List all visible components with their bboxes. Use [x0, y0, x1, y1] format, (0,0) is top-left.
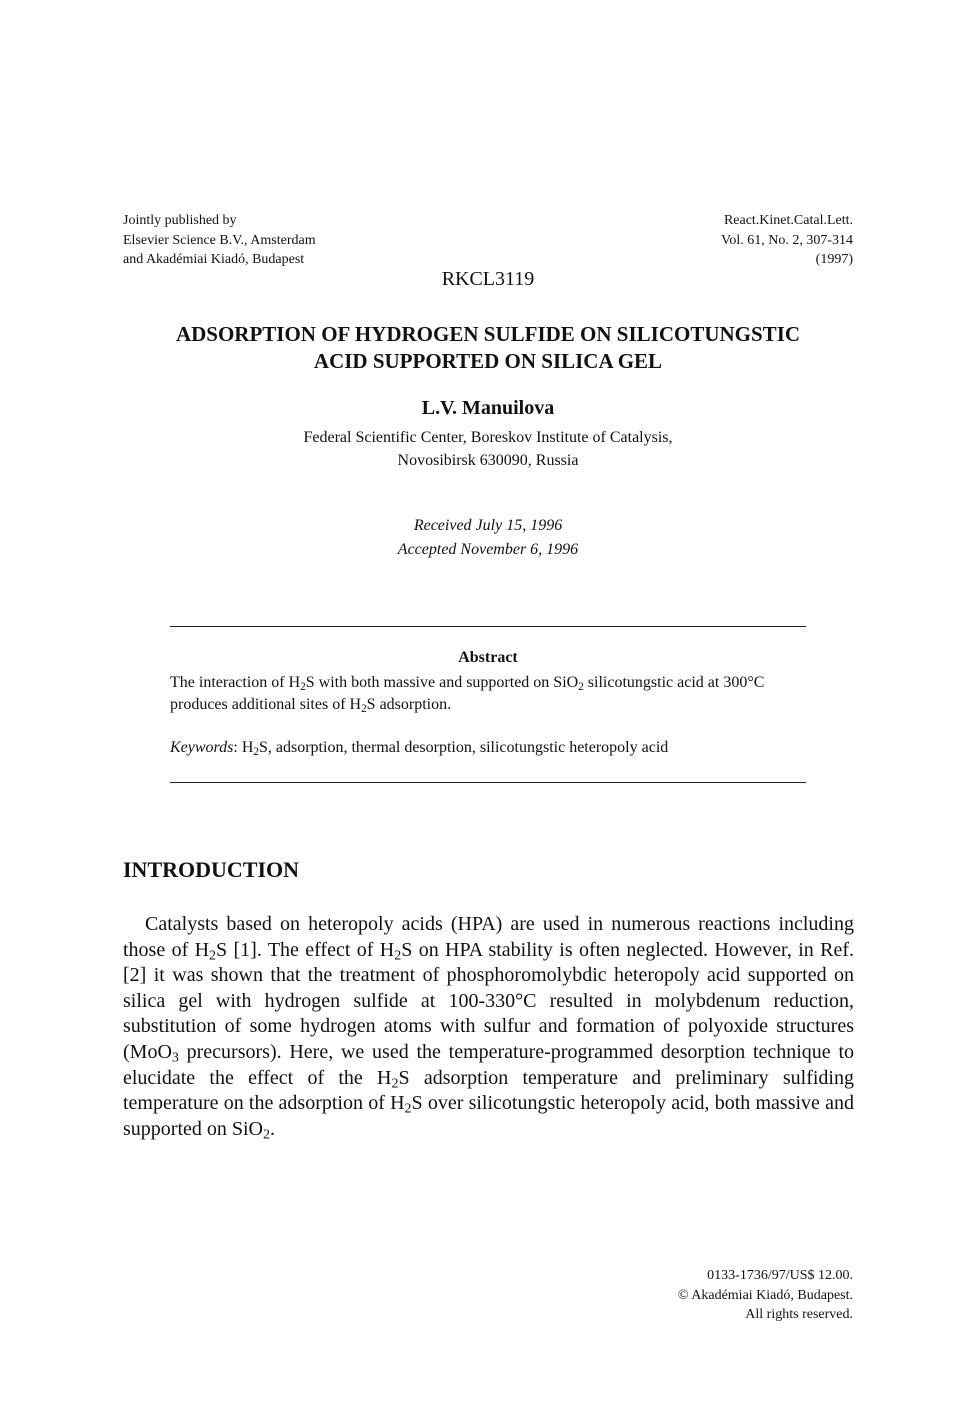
- copyright-line: © Akadémiai Kiadó, Budapest.: [677, 1287, 853, 1303]
- article-title: [0, 321, 976, 375]
- divider-bottom: [170, 782, 806, 783]
- copyright-line: 0133-1736/97/US$ 12.00.: [707, 1268, 853, 1283]
- dates: [0, 514, 976, 562]
- abstract-text: The interaction of $H_2S$ with both massive and supported on SiO$_2$ silicotungstic acid at 300°C produces additional sites of $H_2S$ adsorption.: [170, 674, 765, 715]
- publisher-line: Jointly published by: [123, 213, 237, 228]
- journal-line: React.Kinet.Catal.Lett.: [723, 213, 853, 228]
- abstract-heading: Abstract: [458, 649, 518, 666]
- author-name: L.V. Manuilova: [421, 397, 555, 419]
- publisher-info: [123, 211, 316, 270]
- affiliation: [0, 426, 976, 472]
- title-line: ACID SUPPORTED ON SILICA GEL: [313, 349, 663, 373]
- title-line: ADSORPTION OF HYDROGEN SULFIDE ON SILICOTUNGSTIC: [175, 322, 801, 346]
- introduction-paragraph: Catalysts based on heteropoly acids (HPA) are used in numerous reactions including those of $H_2S$ [1]. The effect of $H_2S$ on HPA stability is often neglected. However, in Ref. [2] it was shown that the treatment of phosphoromolybdic heteropoly acid supported on silica gel with hydrogen sulfide at 100-330°C resulted in molybdenum reduction, substitution of some hydrogen atoms with sulfur and formation of polyoxide structures (MoO$_3$ precursors). Here, we used the temperature-programmed desorption technique to elucidate the effect of the $H_2S$ adsorption temperature and preliminary sulfiding temperature on the adsorption of $H_2S$ over silicotungstic heteropoly acid, both massive and supported on SiO$_2$.: [123, 913, 854, 1143]
- keywords-label: Keywords: [170, 739, 234, 756]
- article-code: RKCL3119: [441, 268, 535, 290]
- publisher-line: and Akadémiai Kiadó, Budapest: [123, 252, 305, 267]
- received-date: Received July 15, 1996: [413, 517, 563, 534]
- affiliation-line: Novosibirsk 630090, Russia: [397, 452, 579, 469]
- publisher-line: Elsevier Science B.V., Amsterdam: [123, 232, 316, 248]
- journal-line: Vol. 61, No. 2, 307-314: [721, 232, 853, 248]
- accepted-date: Accepted November 6, 1996: [397, 541, 579, 558]
- journal-info: [721, 211, 853, 270]
- section-heading: INTRODUCTION: [123, 857, 300, 882]
- affiliation-line: Federal Scientific Center, Boreskov Institute of Catalysis,: [303, 429, 673, 446]
- copyright-line: All rights reserved.: [745, 1307, 853, 1322]
- keywords: Keywords: $H_2S$, adsorption, thermal desorption, silicotungstic heteropoly acid: [170, 739, 669, 758]
- divider-top: [170, 626, 806, 627]
- copyright-notice: [678, 1266, 853, 1325]
- journal-line: (1997): [815, 252, 853, 267]
